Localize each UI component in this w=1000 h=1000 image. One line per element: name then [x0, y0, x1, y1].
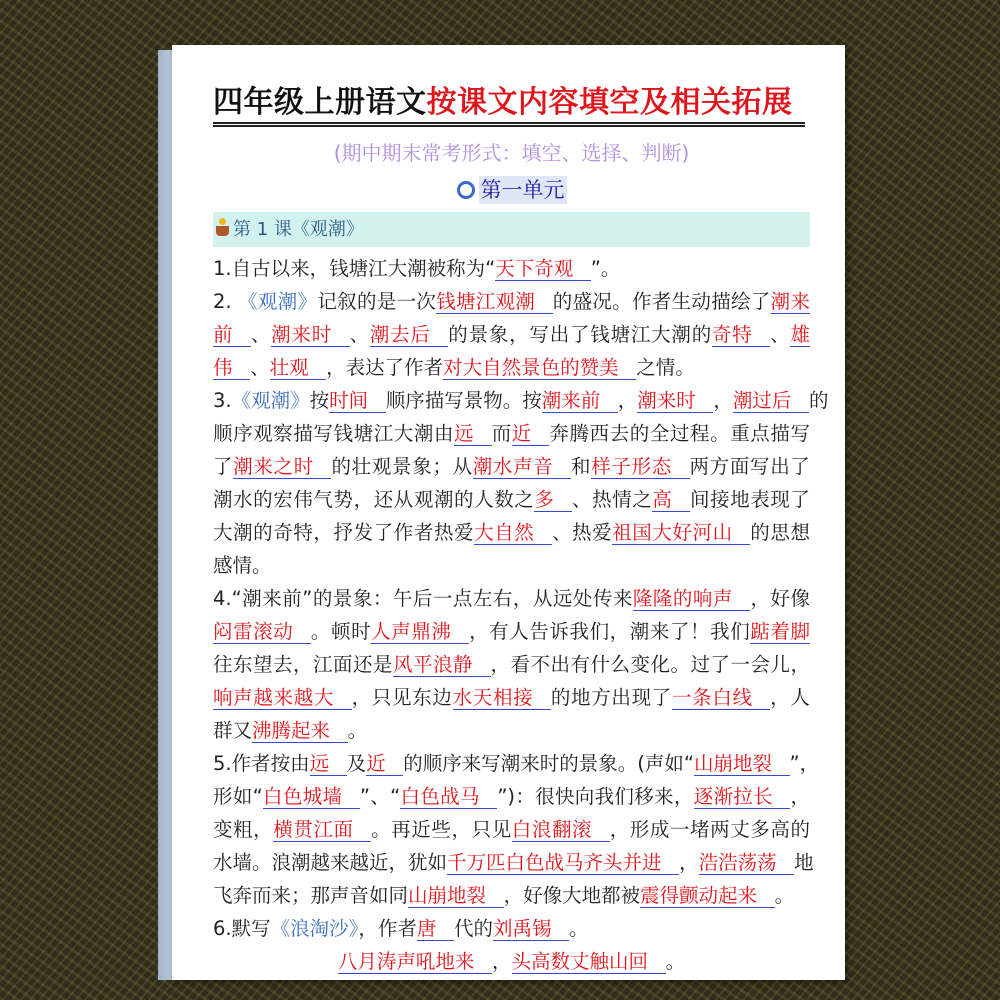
text-segment: 顺序描写景物。按	[385, 389, 542, 412]
text-line	[213, 285, 810, 318]
fill-in-blank-answer: 闷雷滚动	[213, 620, 311, 644]
text-line	[213, 714, 810, 747]
text-segment: ，作者	[358, 917, 417, 940]
fill-in-blank-answer: 壮观	[270, 356, 327, 380]
fill-in-blank-answer: 前	[213, 323, 251, 347]
text-line	[213, 780, 810, 813]
unit-label: 第一单元	[480, 178, 565, 202]
text-segment: ，	[713, 389, 733, 412]
text-segment: 顺序观察描写钱塘江大潮由	[213, 422, 455, 445]
text-segment: ，	[679, 851, 699, 874]
fill-in-blank-answer: 山崩地裂	[694, 752, 790, 776]
worksheet-page	[172, 45, 845, 980]
text-segment: 3.	[213, 389, 232, 412]
text-line	[213, 615, 810, 648]
text-segment: 的壮观景象；从	[331, 455, 473, 478]
fill-in-blank-answer: 对大自然景色的赞美	[443, 356, 636, 380]
fill-in-blank-answer: 潮来时	[271, 323, 349, 347]
text-segment: 地	[794, 851, 814, 874]
fill-in-blank-answer: 潮水声音	[473, 455, 571, 479]
fill-in-blank-answer: 大自然	[474, 521, 552, 545]
text-segment: ，	[617, 389, 638, 412]
fill-in-blank-answer: 风平浪静	[393, 653, 491, 677]
text-segment: 按	[309, 389, 330, 412]
fill-in-blank-answer: 白色城墙	[263, 785, 360, 809]
text-segment: 、	[250, 356, 270, 379]
text-segment: 形如“	[213, 785, 263, 808]
text-line	[213, 648, 810, 681]
text-segment: 6.默写	[213, 917, 271, 940]
fill-in-blank-answer: 潮来前	[542, 389, 618, 413]
text-segment: 。	[347, 719, 368, 742]
page-title	[213, 83, 810, 123]
text-line	[213, 945, 810, 978]
text-segment: 、热情之	[572, 488, 653, 511]
fill-in-blank-answer: 样子形态	[591, 455, 689, 479]
text-segment: 感情。	[213, 554, 272, 577]
text-segment: 和	[571, 455, 592, 478]
text-line	[213, 483, 810, 516]
text-line	[213, 582, 810, 615]
text-line	[213, 813, 810, 846]
text-segment: ，有人告诉我们，潮来了！我们	[469, 620, 751, 643]
text-segment: 飞奔而来；那声音如同	[213, 884, 409, 907]
text-segment: ，只见东边	[351, 686, 453, 709]
text-segment: 。	[569, 917, 589, 940]
text-segment: ，表达了作者	[326, 356, 444, 379]
flower-pot-icon	[216, 226, 229, 236]
text-segment: 、	[250, 323, 272, 346]
text-segment: 变粗，	[213, 818, 274, 841]
text-segment: 、	[349, 323, 370, 346]
fill-in-blank-answer: 八月涛声吼地来	[338, 950, 492, 974]
text-segment: 1.自古以来，钱塘江大潮被称为“	[213, 257, 496, 280]
text-segment: 、	[770, 323, 791, 346]
text-segment: ，好像	[750, 587, 810, 610]
fill-in-blank-answer: 远	[454, 422, 492, 446]
fill-in-blank-answer: 震得颤动起来	[640, 884, 775, 908]
fill-in-blank-answer: 潮去后	[370, 323, 448, 347]
text-line	[213, 351, 810, 384]
text-segment: ，看不出有什么变化。过了一会儿，	[490, 653, 810, 676]
text-segment: 而	[491, 422, 512, 445]
target-icon	[457, 181, 475, 199]
text-title-reference: 《浪淘沙》	[270, 917, 359, 940]
fill-in-blank-answer: 潮来	[770, 290, 810, 313]
text-segment: 。再近些，只见	[371, 818, 512, 841]
text-segment: 5.作者按由	[213, 752, 310, 775]
text-segment: 之情。	[636, 356, 695, 379]
lesson-bar	[213, 212, 810, 247]
text-segment: ，人	[770, 686, 810, 709]
fill-in-blank-answer: 近	[366, 752, 403, 776]
text-segment: 大潮的奇特，抒发了作者热爱	[213, 521, 475, 544]
fill-in-blank-answer: 潮过后	[733, 389, 809, 413]
text-segment: 2.	[213, 290, 239, 313]
text-segment: 的盛况。作者生动描绘了	[552, 290, 771, 313]
text-segment: ”。	[590, 257, 621, 280]
text-segment: 群又	[213, 719, 253, 742]
text-segment: ，	[790, 785, 810, 808]
fill-in-blank-answer: 多	[534, 488, 572, 512]
unit-heading	[213, 175, 810, 205]
title-red: 按课文内容填空及相关拓展	[426, 85, 793, 120]
text-line	[213, 318, 810, 351]
text-segment: 代的	[453, 917, 493, 940]
title-black: 四年级上册语文	[213, 85, 427, 120]
fill-in-blank-answer: 祖国大好河山	[612, 521, 750, 545]
text-segment: 。	[665, 950, 686, 973]
fill-in-blank-answer: 响声越来越大	[213, 686, 352, 710]
fill-in-blank-answer: 浩浩荡荡	[699, 851, 795, 875]
fill-in-blank-answer: 潮来之时	[233, 455, 331, 479]
text-segment: ，	[491, 950, 512, 973]
text-segment: 间接地表现了	[690, 488, 810, 511]
fill-in-blank-answer: 高	[652, 488, 690, 512]
fill-in-blank-answer: 逐渐拉长	[694, 785, 791, 809]
text-segment: 了	[213, 455, 234, 478]
fill-in-blank-answer: 沸腾起来	[252, 719, 348, 743]
title-double-underline	[213, 122, 805, 127]
text-line	[213, 846, 814, 879]
fill-in-blank-answer: 水天相接	[453, 686, 551, 710]
text-line	[213, 516, 810, 549]
text-title-reference: 《观潮》	[231, 389, 310, 412]
fill-in-blank-answer: 横贯江面	[273, 818, 371, 842]
fill-in-blank-answer: 钱塘江观潮	[436, 290, 553, 314]
text-line	[213, 912, 810, 945]
fill-in-blank-answer: 天下奇观	[495, 257, 591, 281]
fill-in-blank-answer: 白浪翻滚	[512, 818, 610, 842]
text-segment: 潮水的宏伟气势，还从观潮的人数之	[213, 488, 535, 511]
text-line	[213, 252, 810, 285]
text-segment: ，形成一堵两丈多高的	[609, 818, 810, 841]
text-segment: ”，	[789, 752, 820, 775]
text-segment: 及	[346, 752, 367, 775]
text-line	[213, 417, 810, 450]
fill-in-blank-answer: 刘禹锡	[493, 917, 569, 941]
text-segment: 的思想	[750, 521, 810, 544]
text-line	[213, 879, 810, 912]
text-line	[213, 549, 810, 582]
fill-in-blank-answer: 一条白线	[672, 686, 770, 710]
fill-in-blank-answer: 千万匹白色战马齐头并进	[447, 851, 679, 875]
fill-in-blank-answer: 踮着脚	[750, 620, 810, 643]
text-segment: 两方面写出了	[689, 455, 810, 478]
text-line	[213, 450, 810, 483]
lesson-title: 第 1 课《观潮》	[233, 219, 364, 240]
text-segment: 的	[808, 389, 829, 412]
text-segment: 4.“潮来前”的景象：午后一点左右，从远处传来	[213, 587, 633, 610]
fill-in-blank-answer: 潮来时	[637, 389, 713, 413]
fill-in-blank-answer: 伟	[213, 356, 250, 380]
text-line	[213, 681, 810, 714]
fill-in-blank-answer: 近	[512, 422, 550, 446]
text-title-reference: 《观潮》	[238, 290, 318, 313]
text-segment: 水墙。浪潮越来越近，犹如	[213, 851, 448, 874]
fill-in-blank-answer: 山崩地裂	[408, 884, 504, 908]
text-segment: ，好像大地都被	[503, 884, 641, 907]
text-segment: 。顿时	[310, 620, 372, 643]
fill-in-blank-answer: 白色战马	[400, 785, 497, 809]
text-segment: 往东望去，江面还是	[213, 653, 393, 676]
text-segment: 的景象，写出了钱塘江大潮的	[448, 323, 713, 346]
text-line	[213, 747, 820, 780]
text-segment: 奔腾西去的全过程。重点描写	[549, 422, 810, 445]
fill-in-blank-answer: 奇特	[712, 323, 770, 347]
text-segment: ”)：很快向我们移来，	[497, 785, 694, 808]
subtitle: (期中期末常考形式：填空、选择、判断)	[333, 141, 690, 165]
fill-in-blank-answer: 时间	[329, 389, 386, 413]
text-segment: 记叙的是一次	[317, 290, 437, 313]
text-line	[213, 384, 829, 417]
fill-in-blank-answer: 隆隆的响声	[633, 587, 751, 611]
text-segment: 的地方出现了	[550, 686, 672, 709]
fill-in-blank-answer: 雄	[790, 323, 810, 346]
fill-in-blank-answer: 远	[310, 752, 347, 776]
text-segment: 、热爱	[551, 521, 613, 544]
text-segment: 的顺序来写潮来时的景象。(声如“	[403, 752, 694, 775]
fill-in-blank-answer: 人声鼎沸	[371, 620, 469, 644]
fill-in-blank-answer: 头高数丈触山回	[512, 950, 666, 974]
exercise-body	[213, 252, 829, 978]
text-segment: ”、“	[359, 785, 401, 808]
fill-in-blank-answer: 唐	[417, 917, 454, 941]
text-segment: 。	[774, 884, 795, 907]
